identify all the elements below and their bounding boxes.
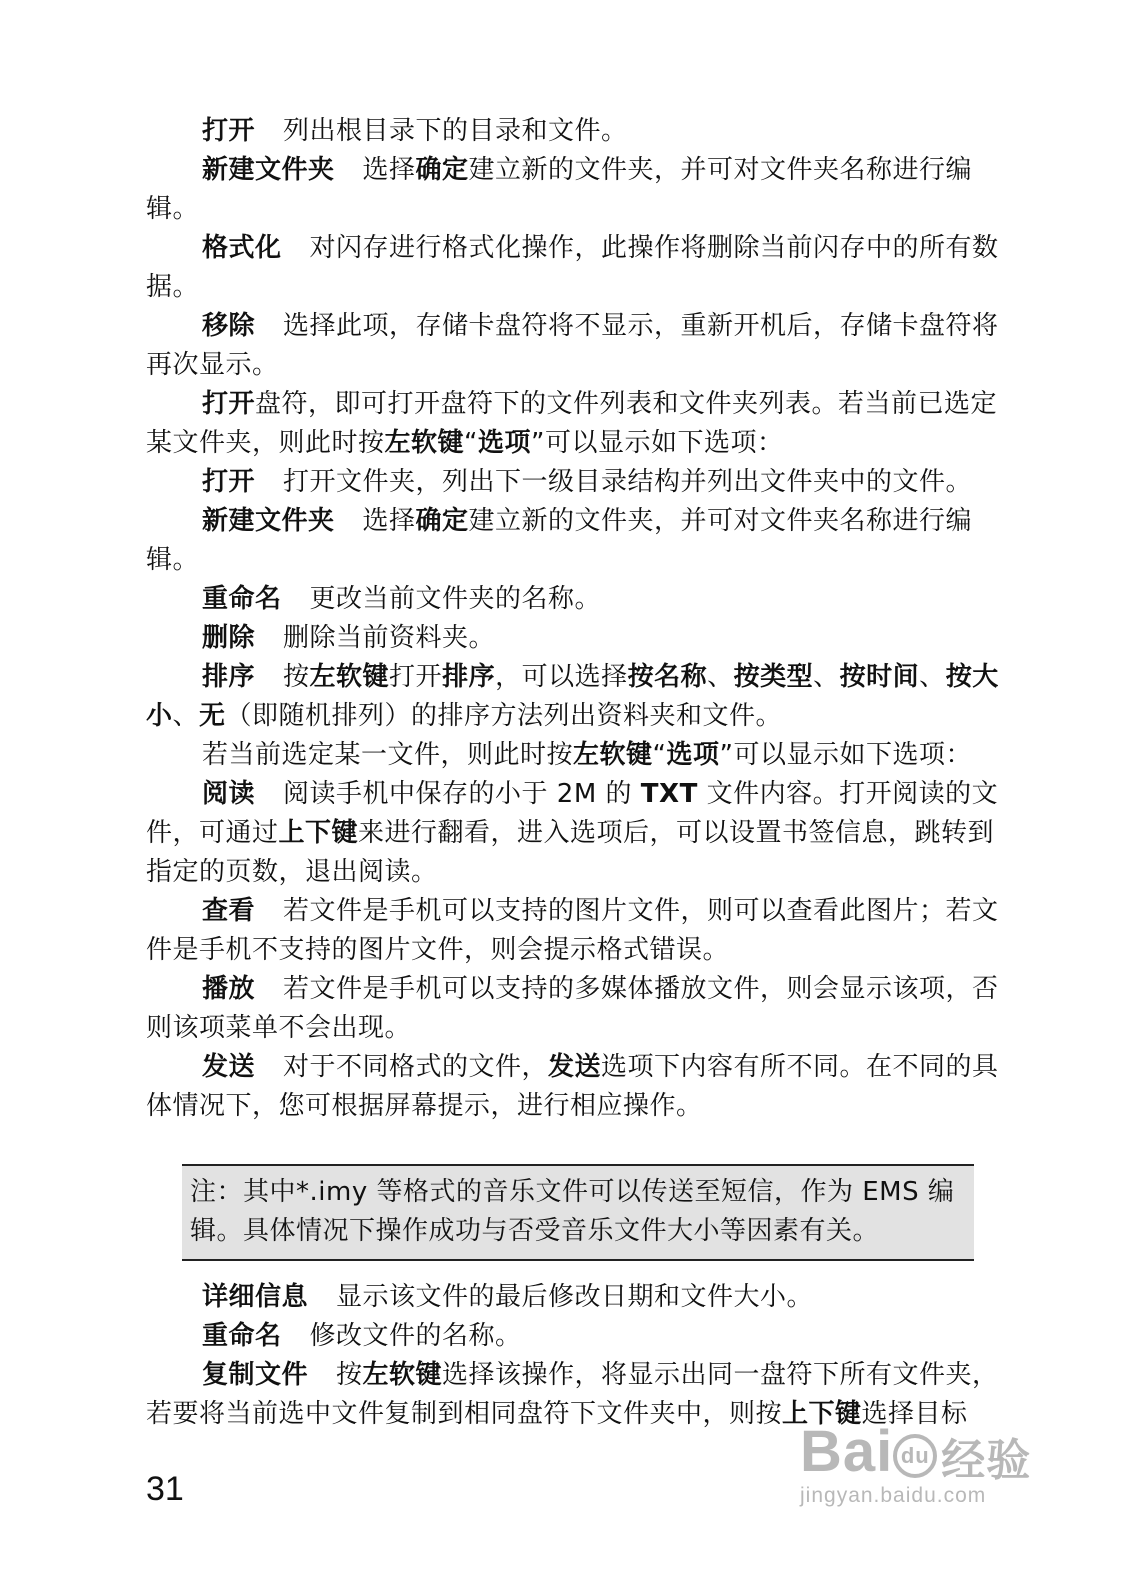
term-label: 删除	[202, 623, 256, 653]
bold-keyword: 按类型	[733, 662, 814, 692]
paragraph	[146, 307, 1008, 385]
bold-keyword: 选项	[478, 428, 532, 458]
description-part: 、	[172, 701, 200, 731]
description-part: 选择	[362, 506, 416, 536]
term-label: 排序	[202, 662, 256, 692]
description-part: 建立新的文件夹，并可对文件夹名称进行编辑。	[146, 155, 973, 224]
paragraph	[146, 1317, 1008, 1356]
term-label: 新建文件夹	[202, 155, 335, 185]
description-part: 、	[707, 662, 734, 692]
paragraph	[146, 619, 1008, 658]
description-part: 盘符，即可打开盘符下的文件列表和文件夹列表。若当前已选定某文件夹，则此时按	[146, 389, 998, 458]
paragraph	[146, 580, 1008, 619]
note-text: 注：其中*.imy 等格式的音乐文件可以传送至短信，作为 EMS 编辑。具体情况下操作成功与否受音乐文件大小等因素有关。	[190, 1177, 955, 1246]
paw-icon: du	[893, 1434, 937, 1478]
description-part: 建立新的文件夹，并可对文件夹名称进行编辑。	[146, 506, 973, 575]
paragraph	[146, 736, 1008, 775]
term-label: 复制文件	[202, 1360, 309, 1390]
description-part: 来进行翻看，进入选项后，可以设置书签信息，跳转到指定的页数，退出阅读。	[146, 818, 995, 887]
description: 显示该文件的最后修改日期和文件大小。	[336, 1282, 814, 1312]
page-body	[146, 112, 1008, 1126]
note-box	[182, 1164, 974, 1261]
description: 打开文件夹，列出下一级目录结构并列出文件夹中的文件。	[283, 467, 973, 497]
description-part: ，可以选择	[495, 662, 628, 692]
paragraph	[146, 463, 1008, 502]
description-part: （即随机排列）的排序方法列出资料夹和文件。	[225, 701, 783, 731]
description-part: 、	[813, 662, 840, 692]
term-label: 发送	[202, 1052, 256, 1082]
bold-keyword: 左软键	[573, 740, 653, 770]
term-label: 格式化	[202, 233, 282, 263]
description-part: ”可以显示如下选项：	[719, 740, 973, 770]
term-label: 重命名	[202, 584, 282, 614]
paragraph	[146, 970, 1008, 1048]
term-label: 新建文件夹	[202, 506, 335, 536]
bold-keyword: 上下键	[278, 818, 359, 848]
paragraph	[146, 112, 1008, 151]
paragraph	[146, 775, 1008, 892]
description-part: 若当前选定某一文件，则此时按	[202, 740, 574, 770]
term-label: 播放	[202, 974, 256, 1004]
term-label: 打开	[202, 467, 256, 497]
bold-keyword: 左软键	[362, 1360, 443, 1390]
bold-keyword: 按时间	[839, 662, 920, 692]
description-part: 按	[283, 662, 310, 692]
page-body-continued	[146, 1278, 1008, 1434]
paragraph	[146, 658, 1008, 736]
paragraph	[146, 1048, 1008, 1126]
bold-keyword: 上下键	[782, 1399, 862, 1429]
description-part: “	[464, 428, 479, 458]
description: 若文件是手机可以支持的多媒体播放文件，则会显示该项，否则该项菜单不会出现。	[146, 974, 999, 1043]
description: 更改当前文件夹的名称。	[309, 584, 602, 614]
paragraph	[146, 502, 1008, 580]
description: 若文件是手机可以支持的图片文件，则可以查看此图片；若文件是手机不支持的图片文件，则会提示格式错误。	[146, 896, 999, 965]
paragraph	[146, 1278, 1008, 1317]
baidu-jingyan-watermark	[800, 1418, 1031, 1508]
term-label: 重命名	[202, 1321, 282, 1351]
term-label: 移除	[202, 311, 256, 341]
description-part: 选择该操作，将显示出同一盘符下所有文件夹，若要将当前选中文件复制到相同盘符下文件夹中，则按	[146, 1360, 999, 1429]
paragraph	[146, 151, 1008, 229]
paragraph	[146, 892, 1008, 970]
paragraph	[146, 229, 1008, 307]
bold-keyword: 左软键	[309, 662, 390, 692]
description: 选择此项，存储卡盘符将不显示，重新开机后，存储卡盘符将再次显示。	[146, 311, 999, 380]
term-label: 详细信息	[202, 1282, 309, 1312]
bold-keyword: 排序	[442, 662, 496, 692]
term-label: 打开	[202, 116, 256, 146]
description-part: 、	[919, 662, 946, 692]
description: 对闪存进行格式化操作，此操作将删除当前闪存中的所有数据。	[146, 233, 999, 302]
description-part: 阅读手机中保存的小于 2M 的	[283, 779, 641, 809]
bold-keyword: 打开	[202, 389, 256, 419]
page-number: 31	[146, 1470, 184, 1508]
bold-keyword: 无	[199, 701, 226, 731]
description-part: 文件内容。打开阅读的文件，可通过	[146, 779, 999, 848]
description: 列出根目录下的目录和文件。	[283, 116, 628, 146]
description-part: “	[652, 740, 667, 770]
bold-keyword: 左软键	[384, 428, 465, 458]
description-part: 选择目标	[861, 1399, 968, 1429]
bold-keyword: 确定	[415, 506, 469, 536]
description: 删除当前资料夹。	[283, 623, 496, 653]
description-part: ”可以显示如下选项：	[531, 428, 784, 458]
description: 修改文件的名称。	[309, 1321, 522, 1351]
description-part: 对于不同格式的文件，	[283, 1052, 549, 1082]
description-part: 选择	[362, 155, 416, 185]
description-part: 打开	[389, 662, 443, 692]
description-part: 按	[336, 1360, 363, 1390]
watermark-logo: Bai du 经验	[800, 1419, 1032, 1485]
bold-keyword: 确定	[415, 155, 469, 185]
paragraph	[146, 385, 1008, 463]
term-label: 阅读	[202, 779, 256, 809]
description-part: 选项下内容有所不同。在不同的具体情况下，您可根据屏幕提示，进行相应操作。	[146, 1052, 999, 1121]
bold-keyword: 按名称	[627, 662, 708, 692]
bold-keyword: 发送	[548, 1052, 602, 1082]
bold-keyword: 按大小	[146, 662, 999, 731]
bold-keyword: TXT	[640, 779, 698, 809]
watermark-url: jingyan.baidu.com	[800, 1483, 987, 1507]
term-label: 查看	[202, 896, 256, 926]
bold-keyword: 选项	[666, 740, 720, 770]
